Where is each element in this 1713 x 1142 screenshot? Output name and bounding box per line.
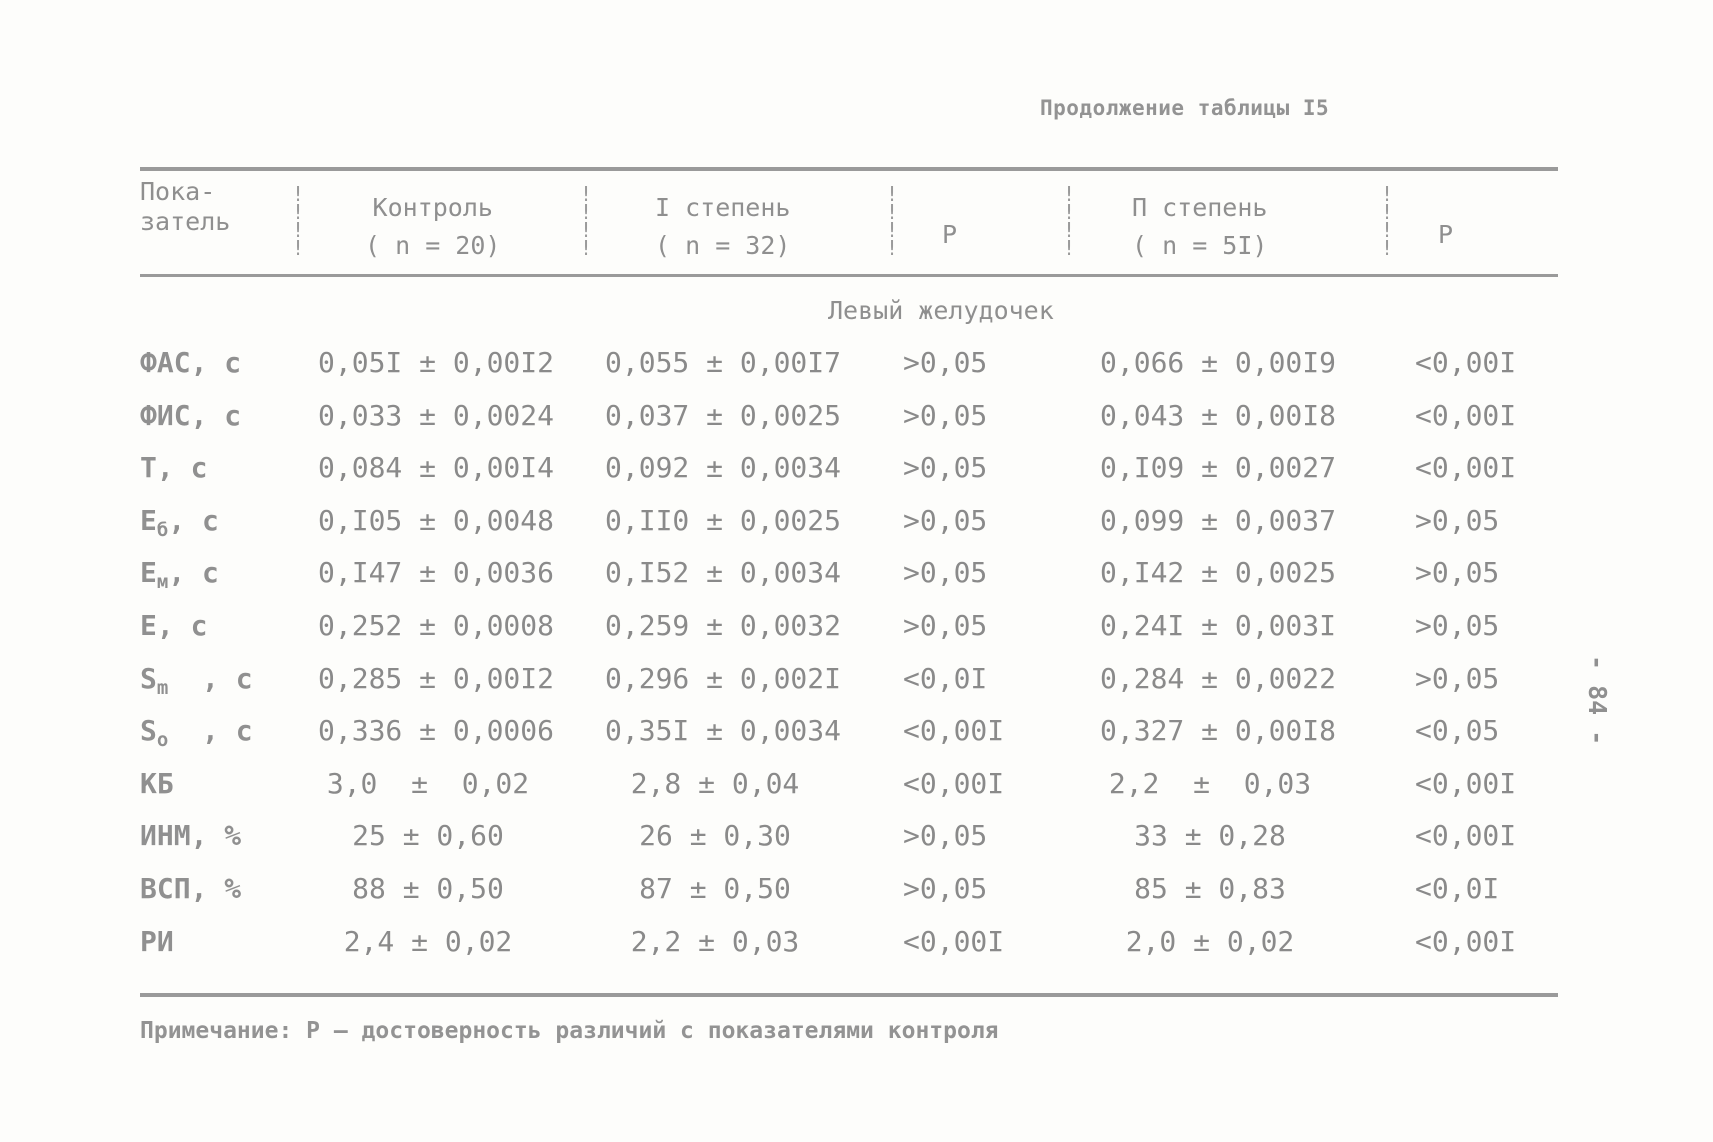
row-label	[140, 816, 241, 856]
control-value: 0,I47 ± 0,0036	[318, 556, 555, 590]
table-row	[0, 606, 1713, 656]
p1-value: >0,05	[903, 872, 988, 905]
header-indicator	[140, 177, 230, 237]
control-value: 25 ± 0,60	[352, 819, 504, 853]
header-degree1-line1: I степень	[655, 193, 791, 222]
table-note: Примечание: Р – достоверность различий с показателями контроля	[140, 1018, 999, 1044]
p2-value: <0,0I	[1415, 872, 1500, 905]
control-value: 0,05I ± 0,00I2	[318, 346, 555, 379]
header-degree2-line2: ( n = 5I)	[1132, 231, 1268, 260]
degree1-value: 87 ± 0,50	[639, 872, 791, 905]
degree2-value: 0,327 ± 0,00I8	[1100, 714, 1337, 748]
row-label	[140, 869, 241, 909]
p1-value: >0,05	[903, 346, 988, 379]
section-heading: Левый желудочек	[828, 296, 1054, 325]
control-value: 0,336 ± 0,0006	[318, 714, 555, 748]
table-row	[0, 922, 1713, 972]
row-label	[140, 606, 207, 646]
table-row	[0, 711, 1713, 761]
degree2-value: 0,066 ± 0,00I9	[1100, 346, 1337, 379]
p2-value: <0,00I	[1415, 451, 1517, 485]
row-label-tail: , с	[168, 503, 219, 537]
degree1-value: 0,037 ± 0,0025	[605, 398, 842, 432]
degree1-value: 0,II0 ± 0,0025	[605, 503, 842, 537]
p2-value: <0,00I	[1415, 766, 1517, 800]
degree1-value: 2,2 ± 0,03	[630, 924, 800, 958]
p1-value: >0,05	[903, 556, 988, 590]
column-separator: ! ! ! !	[1381, 182, 1394, 260]
page-number: - 84 -	[1583, 655, 1612, 746]
column-separator: ! ! ! !	[292, 182, 305, 260]
row-label	[140, 448, 207, 488]
control-value: 0,084 ± 0,00I4	[318, 451, 555, 485]
row-label-subscript: o	[156, 729, 169, 752]
p1-value: >0,05	[903, 451, 988, 485]
p1-value: >0,05	[903, 503, 988, 537]
row-label	[140, 922, 174, 962]
degree2-value: 0,I09 ± 0,0027	[1100, 451, 1337, 485]
degree2-value: 33 ± 0,28	[1134, 819, 1286, 853]
degree1-value: 0,259 ± 0,0032	[605, 609, 842, 642]
row-label-main: РИ	[140, 924, 174, 958]
table-row	[0, 816, 1713, 866]
row-label-main: ИНМ, %	[140, 819, 242, 853]
degree2-value: 85 ± 0,83	[1134, 872, 1286, 905]
row-label-tail: , с	[168, 661, 253, 695]
p2-value: >0,05	[1415, 661, 1500, 695]
row-label-main: S	[140, 714, 157, 748]
p1-value: >0,05	[903, 819, 988, 853]
control-value: 0,252 ± 0,0008	[318, 609, 555, 642]
row-label	[140, 343, 241, 383]
p1-value: <0,00I	[903, 924, 1005, 958]
table-bottom-rule	[140, 993, 1558, 997]
degree2-value: 0,043 ± 0,00I8	[1100, 398, 1337, 432]
header-degree2-line1: П степень	[1132, 193, 1268, 222]
control-value: 2,4 ± 0,02	[343, 924, 513, 958]
header-degree2	[1132, 189, 1267, 265]
row-label-tail: , с	[168, 714, 253, 748]
degree1-value: 0,35I ± 0,0034	[605, 714, 842, 748]
table-row	[0, 869, 1713, 919]
p2-value: <0,05	[1415, 714, 1500, 748]
control-value: 88 ± 0,50	[352, 872, 504, 905]
row-label	[140, 711, 253, 760]
p2-value: <0,00I	[1415, 819, 1517, 853]
p1-value: <0,00I	[903, 766, 1005, 800]
row-label-subscript: m	[156, 676, 169, 699]
row-label-main: Е	[140, 556, 157, 590]
header-p1: Р	[942, 220, 958, 249]
degree2-value: 2,0 ± 0,02	[1125, 924, 1295, 958]
column-separator: ! ! ! !	[580, 182, 593, 260]
p1-value: >0,05	[903, 398, 988, 432]
row-label-main: Е, с	[140, 609, 208, 642]
column-separator: ! ! ! !	[1063, 182, 1076, 260]
degree2-value: 0,I42 ± 0,0025	[1100, 556, 1337, 590]
degree1-value: 2,8 ± 0,04	[630, 766, 800, 800]
table-row	[0, 501, 1713, 551]
row-label-subscript: м	[156, 571, 169, 594]
p1-value: <0,00I	[903, 714, 1005, 748]
degree1-value: 0,I52 ± 0,0034	[605, 556, 842, 590]
degree1-value: 0,092 ± 0,0034	[605, 451, 842, 485]
row-label	[140, 553, 219, 602]
row-label-main: ВСП, %	[140, 872, 242, 905]
table-top-rule	[140, 167, 1558, 171]
degree2-value: 0,284 ± 0,0022	[1100, 661, 1337, 695]
table-row	[0, 343, 1713, 393]
table-row	[0, 396, 1713, 446]
row-label	[140, 659, 253, 708]
degree1-value: 0,296 ± 0,002I	[605, 661, 842, 695]
degree2-value: 2,2 ± 0,03	[1108, 766, 1312, 800]
table-row	[0, 553, 1713, 603]
row-label	[140, 764, 174, 804]
table-header-rule	[140, 274, 1558, 277]
p1-value: <0,0I	[903, 661, 988, 695]
control-value: 0,285 ± 0,00I2	[318, 661, 555, 695]
p1-value: >0,05	[903, 609, 988, 642]
table-row	[0, 659, 1713, 709]
p2-value: <0,00I	[1415, 398, 1517, 432]
row-label-main: ФИС, с	[140, 398, 242, 432]
row-label	[140, 396, 241, 436]
row-label-subscript: б	[156, 518, 169, 541]
row-label-tail: , с	[168, 556, 219, 590]
p2-value: >0,05	[1415, 503, 1500, 537]
control-value: 0,033 ± 0,0024	[318, 398, 555, 432]
row-label	[140, 501, 219, 550]
column-separator: ! ! ! !	[886, 182, 899, 260]
header-control-line2: ( n = 20)	[365, 231, 501, 260]
p2-value: <0,00I	[1415, 924, 1517, 958]
row-label-main: S	[140, 661, 157, 695]
degree1-value: 26 ± 0,30	[639, 819, 791, 853]
row-label-main: ФАС, с	[140, 346, 242, 379]
p2-value: <0,00I	[1415, 346, 1517, 379]
p2-value: >0,05	[1415, 609, 1500, 642]
table-caption: Продолжение таблицы I5	[1040, 96, 1330, 120]
row-label-main: Е	[140, 503, 157, 537]
control-value: 3,0 ± 0,02	[326, 766, 530, 800]
row-label-main: Т, с	[140, 451, 208, 485]
header-control	[365, 189, 500, 265]
header-degree1-line2: ( n = 32)	[655, 231, 791, 260]
header-indicator-line2: затель	[140, 207, 231, 236]
degree2-value: 0,099 ± 0,0037	[1100, 503, 1337, 537]
table-row	[0, 764, 1713, 814]
header-control-line1: Контроль	[372, 193, 493, 222]
degree2-value: 0,24I ± 0,003I	[1100, 609, 1337, 642]
control-value: 0,I05 ± 0,0048	[318, 503, 555, 537]
header-indicator-line1: Пока-	[140, 177, 216, 206]
header-p2: Р	[1438, 220, 1454, 249]
row-label-main: КБ	[140, 766, 174, 800]
p2-value: >0,05	[1415, 556, 1500, 590]
degree1-value: 0,055 ± 0,00I7	[605, 346, 842, 379]
header-degree1	[655, 189, 790, 265]
table-row	[0, 448, 1713, 498]
